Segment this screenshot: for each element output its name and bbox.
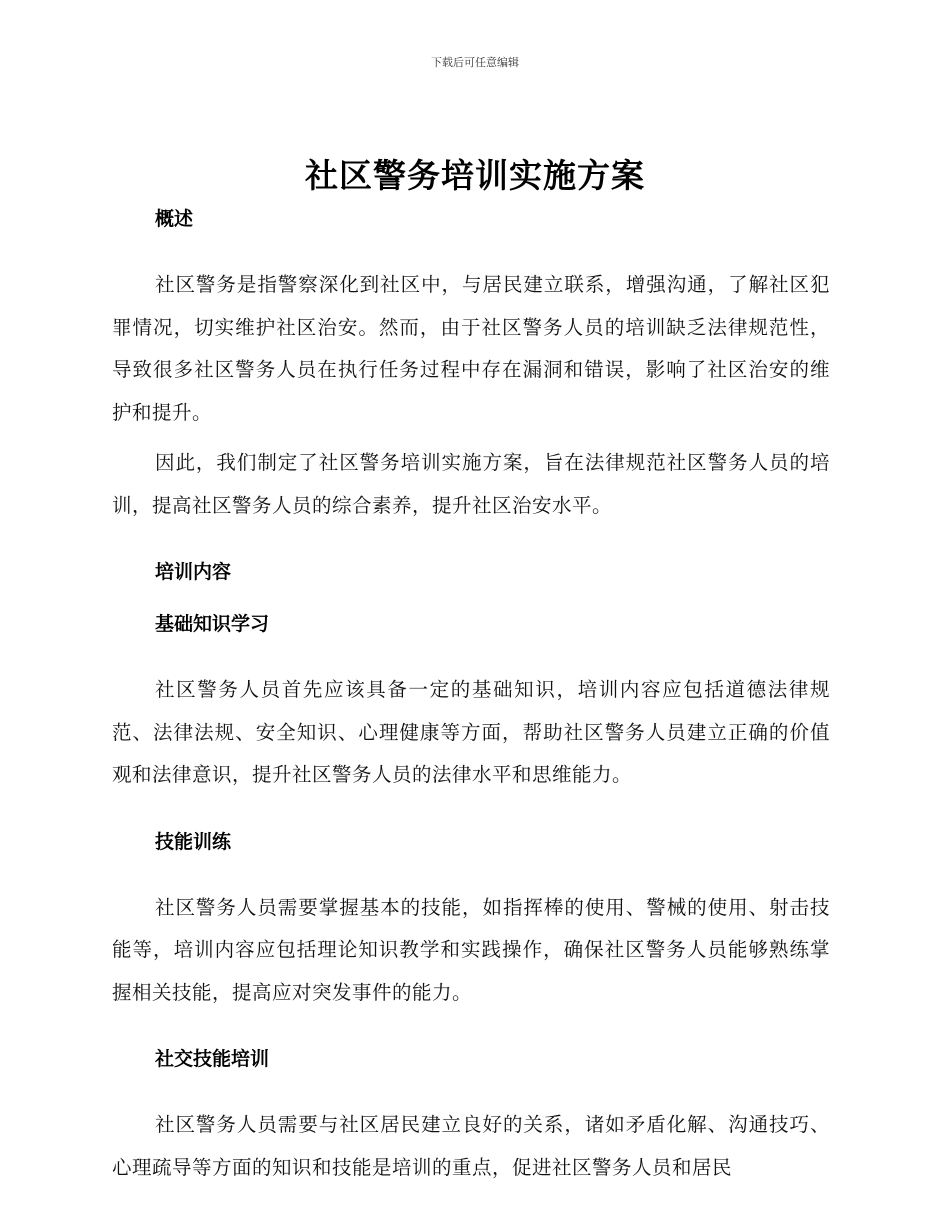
header-note: 下载后可任意编辑 [431, 56, 519, 69]
paragraph-social-skills: 社区警务人员需要与社区居民建立良好的关系，诸如矛盾化解、沟通技巧、心理疏导等方面的知识和技能是培训的重点，促进社区警务人员和居民 [112, 1113, 830, 1179]
document-body [112, 200, 830, 1189]
paragraph-overview-2: 因此，我们制定了社区警务培训实施方案，旨在法律规范社区警务人员的培训，提高社区警务人员的综合素养，提升社区治安水平。 [112, 451, 830, 517]
heading-basic-knowledge: 基础知识学习 [155, 613, 270, 635]
heading-overview: 概述 [155, 208, 194, 230]
document-title: 社区警务培训实施方案 [305, 156, 645, 195]
heading-social-skills: 社交技能培训 [155, 1048, 270, 1070]
heading-training-content: 培训内容 [155, 561, 232, 583]
paragraph-overview-1: 社区警务是指警察深化到社区中，与居民建立联系，增强沟通，了解社区犯罪情况，切实维护社区治安。然而，由于社区警务人员的培训缺乏法律规范性，导致很多社区警务人员在执行任务过程中存在漏洞和错误，影响了社区治安的维护和提升。 [112, 273, 830, 424]
paragraph-skills-training: 社区警务人员需要掌握基本的技能，如指挥棒的使用、警械的使用、射击技能等，培训内容应包括理论知识教学和实践操作，确保社区警务人员能够熟练掌握相关技能，提高应对突发事件的能力。 [112, 895, 830, 1004]
paragraph-basic-knowledge: 社区警务人员首先应该具备一定的基础知识，培训内容应包括道德法律规范、法律法规、安全知识、心理健康等方面，帮助社区警务人员建立正确的价值观和法律意识，提升社区警务人员的法律水平和思维能力。 [112, 678, 830, 786]
heading-skills-training: 技能训练 [155, 830, 232, 853]
